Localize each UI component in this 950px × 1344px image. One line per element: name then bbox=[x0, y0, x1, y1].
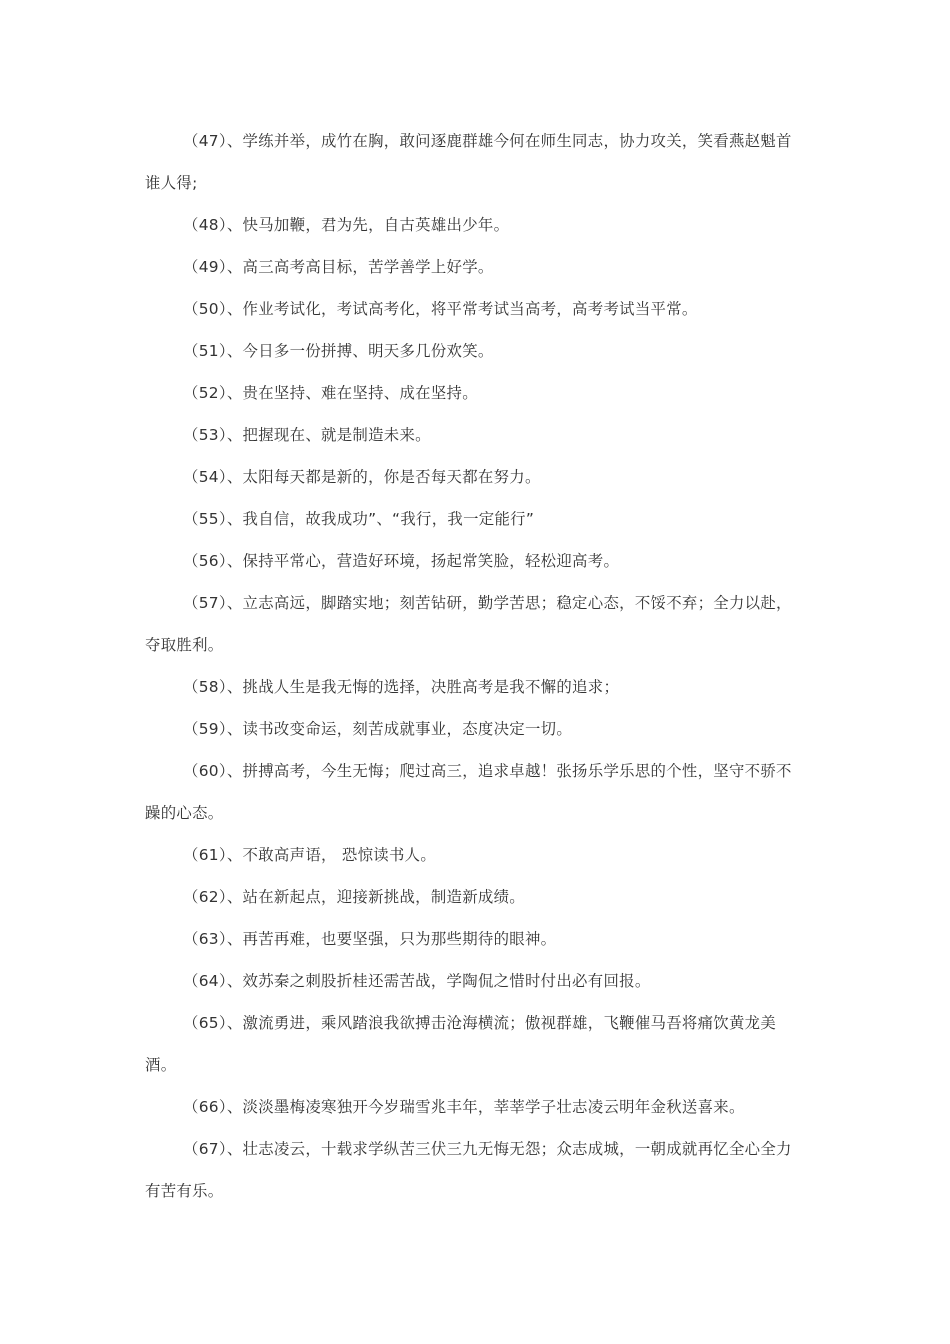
paragraph-47: （47）、学练并举，成竹在胸，敢问逐鹿群雄今何在师生同志，协力攻关，笑看燕赵魁首谁人得; bbox=[145, 132, 792, 192]
paragraph-55: （55）、我自信，故我成功”、“我行，我一定能行” bbox=[183, 510, 535, 528]
paragraph-61: （61）、不敢高声语， 恐惊读书人。 bbox=[183, 846, 437, 864]
paragraph-54: （54）、太阳每天都是新的，你是否每天都在努力。 bbox=[183, 468, 541, 486]
paragraph-56: （56）、保持平常心，营造好环境，扬起常笑脸，轻松迎高考。 bbox=[183, 552, 620, 570]
paragraph-66: （66）、淡淡墨梅凌寒独开今岁瑞雪兆丰年，莘莘学子壮志凌云明年金秋送喜来。 bbox=[183, 1098, 745, 1116]
paragraph-49: （49）、高三高考高目标，苦学善学上好学。 bbox=[183, 258, 494, 276]
paragraph-57: （57）、立志高远，脚踏实地；刻苦钻研，勤学苦思；稳定心态，不馁不弃；全力以赴，夺取胜利。 bbox=[145, 594, 792, 654]
paragraph-67: （67）、壮志凌云，十载求学纵苦三伏三九无悔无怨；众志成城，一朝成就再忆全心全力有苦有乐。 bbox=[145, 1140, 792, 1200]
paragraph-60: （60）、拼搏高考，今生无悔；爬过高三，追求卓越！张扬乐学乐思的个性，坚守不骄不躁的心态。 bbox=[145, 762, 792, 822]
paragraph-58: （58）、挑战人生是我无悔的选择，决胜高考是我不懈的追求； bbox=[183, 678, 620, 696]
paragraph-59: （59）、读书改变命运，刻苦成就事业，态度决定一切。 bbox=[183, 720, 573, 738]
paragraph-51: （51）、今日多一份拼搏、明天多几份欢笑。 bbox=[183, 342, 494, 360]
paragraph-52: （52）、贵在坚持、难在坚持、成在坚持。 bbox=[183, 384, 478, 402]
paragraph-48: （48）、快马加鞭，君为先，自古英雄出少年。 bbox=[183, 216, 510, 234]
paragraph-65: （65）、激流勇进，乘风踏浪我欲搏击沧海横流；傲视群雄，飞鞭催马吾将痛饮黄龙美酒。 bbox=[145, 1014, 777, 1074]
paragraph-62: （62）、站在新起点，迎接新挑战，制造新成绩。 bbox=[183, 888, 525, 906]
paragraph-50: （50）、作业考试化，考试高考化，将平常考试当高考，高考考试当平常。 bbox=[183, 300, 698, 318]
paragraph-64: （64）、效苏秦之刺股折桂还需苦战，学陶侃之惜时付出必有回报。 bbox=[183, 972, 651, 990]
paragraph-63: （63）、再苦再难，也要坚强，只为那些期待的眼神。 bbox=[183, 930, 557, 948]
paragraph-53: （53）、把握现在、就是制造未来。 bbox=[183, 426, 431, 444]
